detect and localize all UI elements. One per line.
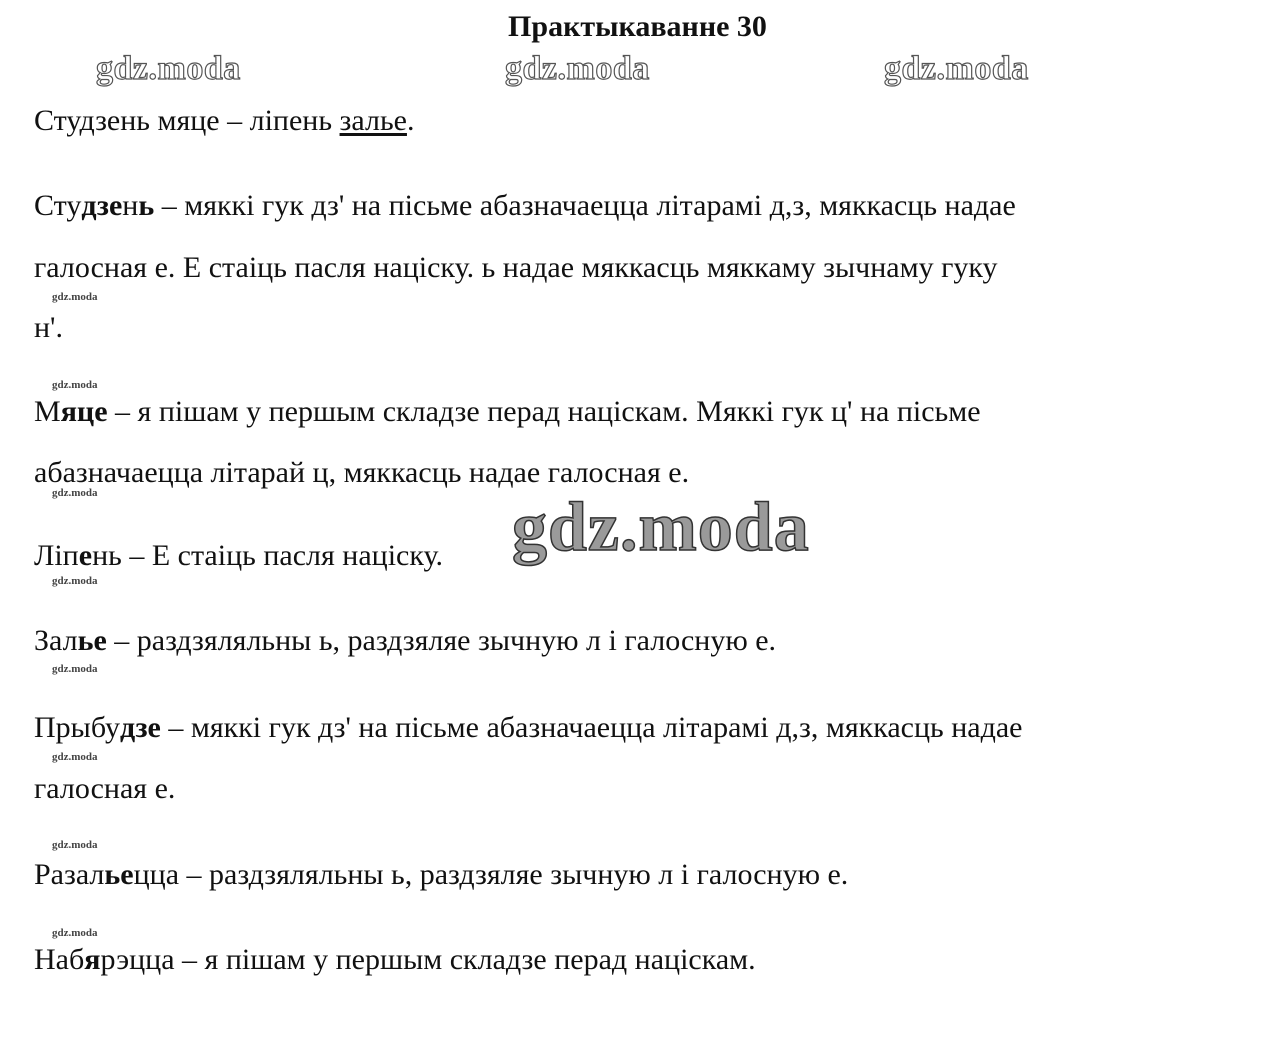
text-line	[34, 106, 414, 136]
watermark-small: gdz.moda	[52, 291, 98, 303]
bold-segment: ье	[77, 624, 107, 657]
text-segment: – я пішам у першым складзе перад націскам. Мяккі гук ц' на пісьме	[107, 395, 981, 428]
text-segment: – раздзяляльны ь, раздзяляе зычную л і галосную е.	[106, 624, 777, 657]
watermark-small: gdz.moda	[52, 575, 98, 587]
text-line	[34, 860, 848, 890]
text-segment: нь – Е стаіць пасля націску.	[92, 539, 443, 572]
watermark: gdz.moda	[96, 50, 241, 87]
bold-segment: ь	[138, 189, 155, 222]
bold-segment: яце	[60, 395, 108, 428]
bold-segment: ье	[104, 858, 134, 891]
text-segment: Прыбу	[34, 711, 120, 744]
text-segment: цца – раздзяляльны ь, раздзяляе зычную л і галосную е.	[133, 858, 849, 891]
text-line	[34, 541, 443, 571]
text-segment: М	[34, 395, 61, 428]
text-line: галосная е.	[34, 772, 176, 805]
watermark-small: gdz.moda	[52, 751, 98, 763]
text-segment: Зал	[34, 624, 78, 657]
text-segment: – мяккі гук дз' на пісьме абазначаецца літарамі д,з, мяккасць надае	[154, 189, 1016, 222]
text-segment: – мяккі гук дз' на пісьме абазначаецца літарамі д,з, мяккасць надае	[160, 711, 1023, 744]
text-segment: Студзень мяце – ліпень	[34, 104, 340, 137]
text-line: н'.	[34, 311, 63, 344]
text-line: галосная е. Е стаіць пасля націску. ь надае мяккасць мяккаму зычнаму гуку	[34, 251, 998, 284]
watermark-small: gdz.moda	[52, 927, 98, 939]
text-segment: Сту	[34, 189, 82, 222]
page-title: Практыкаванне 30	[508, 10, 767, 43]
text-line: абазначаецца літарай ц, мяккасць надае галосная е.	[34, 456, 690, 489]
text-segment: Ліп	[34, 539, 79, 572]
watermark-large: gdz.moda	[512, 489, 810, 566]
underlined-word: залье	[339, 104, 407, 137]
text-segment: Наб	[34, 943, 85, 976]
text-line	[34, 945, 756, 975]
bold-segment: е	[78, 539, 93, 572]
text-segment: Разал	[34, 858, 105, 891]
text-segment: .	[406, 104, 415, 137]
text-line	[34, 191, 1016, 221]
text-line	[34, 626, 776, 656]
watermark-small: gdz.moda	[52, 839, 98, 851]
bold-segment: дзе	[119, 711, 161, 744]
bold-segment: я	[84, 943, 101, 976]
watermark: gdz.moda	[505, 50, 650, 87]
bold-segment: дзе	[81, 189, 123, 222]
text-segment: рэцца – я пішам у першым складзе перад націскам.	[100, 943, 756, 976]
watermark-small: gdz.moda	[52, 663, 98, 675]
text-line	[34, 713, 1022, 743]
watermark-small: gdz.moda	[52, 379, 98, 391]
watermark-small: gdz.moda	[52, 487, 98, 499]
watermark: gdz.moda	[884, 50, 1029, 87]
text-line	[34, 397, 981, 427]
text-segment: н	[122, 189, 139, 222]
